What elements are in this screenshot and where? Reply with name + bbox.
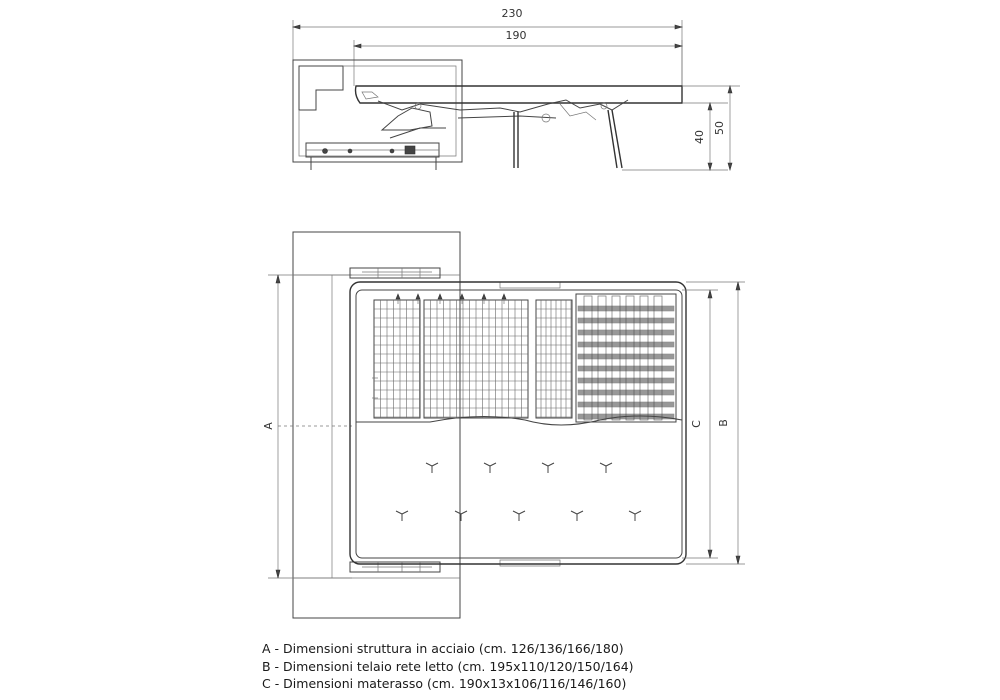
slat-band <box>578 342 674 347</box>
tuft-stitch <box>484 463 490 466</box>
tuft-button <box>571 511 583 521</box>
wire-mesh-left <box>374 300 528 418</box>
tuft-button <box>600 463 612 473</box>
base-rail <box>306 143 439 170</box>
slat-band <box>578 378 674 383</box>
legend-item-a: A - Dimensioni struttura in acciaio (cm. 126/136/166/180) <box>262 641 624 656</box>
tuft-stitch <box>402 511 408 514</box>
tuft-stitch <box>396 511 402 514</box>
folding-mechanism <box>378 100 628 168</box>
slat-band <box>578 402 674 407</box>
tuft-button <box>396 511 408 521</box>
legend-item-c: C - Dimensioni materasso (cm. 190x13x106/116/146/160) <box>262 676 627 691</box>
arrow-head <box>460 294 464 299</box>
wire-mesh-middle <box>536 300 572 418</box>
mattress-tufts <box>396 463 641 521</box>
arrow-head <box>438 294 442 299</box>
legend-item-b: B - Dimensioni telaio rete letto (cm. 195x110/120/150/164) <box>262 658 634 674</box>
tuft-stitch <box>571 511 577 514</box>
dimension-legend <box>262 640 634 693</box>
slat-band <box>578 354 674 359</box>
slat-band <box>578 390 674 395</box>
arrow-head <box>396 294 400 299</box>
dimension-190 <box>354 29 682 86</box>
tuft-button <box>426 463 438 473</box>
mattress-side <box>356 86 683 103</box>
tuft-stitch <box>461 511 467 514</box>
slat-band <box>578 318 674 323</box>
dimension-190-label: 190 <box>505 29 527 42</box>
dimension-50-label: 50 <box>713 121 726 135</box>
tuft-stitch <box>629 511 635 514</box>
arrow-head <box>416 294 420 299</box>
tuft-button <box>629 511 641 521</box>
dimension-40-label: 40 <box>693 130 706 144</box>
tuft-button <box>484 463 496 473</box>
tuft-stitch <box>542 463 548 466</box>
tuft-stitch <box>426 463 432 466</box>
tuft-stitch <box>606 463 612 466</box>
tuft-stitch <box>600 463 606 466</box>
sofa-armrest-profile <box>299 66 343 110</box>
bed-frame <box>350 282 686 564</box>
label-c: C <box>690 420 703 428</box>
tuft-button <box>542 463 554 473</box>
slat-band <box>578 330 674 335</box>
tuft-stitch <box>432 463 438 466</box>
tuft-stitch <box>635 511 641 514</box>
arrow-head <box>482 294 486 299</box>
sofa-side-body <box>293 60 462 162</box>
tuft-stitch <box>513 511 519 514</box>
dimension-c <box>682 290 718 558</box>
dimension-a <box>262 275 352 578</box>
dimension-230 <box>293 7 682 86</box>
arrow-head <box>502 294 506 299</box>
label-b: B <box>717 419 730 427</box>
slat-band <box>578 366 674 371</box>
label-a: A <box>262 422 275 430</box>
tuft-button <box>513 511 525 521</box>
tuft-stitch <box>490 463 496 466</box>
dimension-230-label: 230 <box>501 7 523 20</box>
tuft-stitch <box>548 463 554 466</box>
slat-band <box>578 306 674 311</box>
slat-lattice <box>576 294 676 422</box>
tuft-stitch <box>577 511 583 514</box>
tuft-button <box>455 511 467 521</box>
side-view <box>293 7 740 170</box>
tuft-stitch <box>519 511 525 514</box>
spring-arrows <box>372 294 506 398</box>
dimension-40 <box>622 103 728 170</box>
dimension-50 <box>682 86 740 170</box>
plan-view <box>262 232 745 618</box>
